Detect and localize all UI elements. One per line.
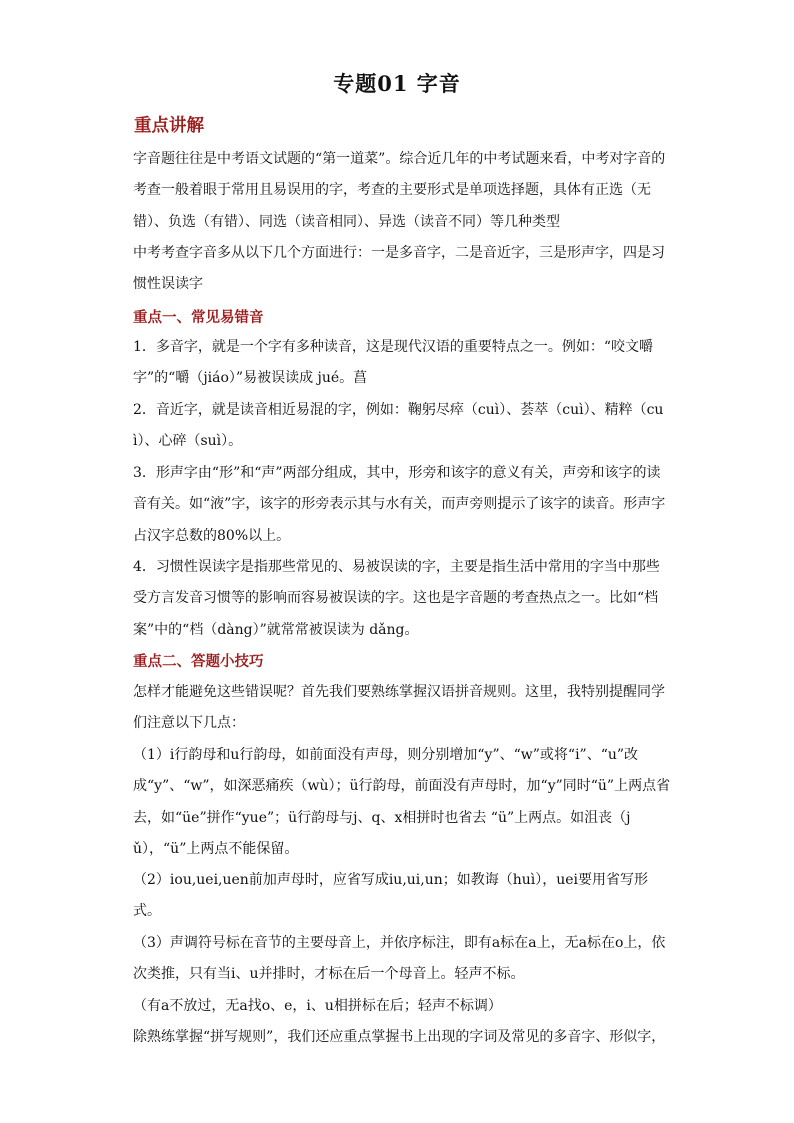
rule-3: （3）声调符号标在音节的主要母音上，并依序标注，即有a标在a上，无a标在o上，依次类推，只有当i、u并排时，才标在后一个母音上。轻声不标。 [133,935,666,983]
point1-item-1: 1．多音字，就是一个字有多种读音，这是现代汉语的重要特点之一。例如：“咬文嚼字”的“嚼（jiáo）”易被误读成 jué。菖 [133,339,654,387]
document-title: 专题01 字音 [333,71,461,96]
rule-3-note: （有a不放过，无a找o、e，i、u相拼标在后；轻声不标调） [133,998,502,1014]
point2-heading: 重点二、答题小技巧 [133,653,264,670]
closing-paragraph: 除熟练掌握“拼写规则”，我们还应重点掌握书上出现的字词及常见的多音字、形似字， [133,1029,666,1045]
point1-heading: 重点一、常见易错音 [133,309,264,326]
point1-item-4: 4．习惯性误读字是指那些常见的、易被误读的字，主要是指生活中常用的字当中那些受方言发音习惯等的影响而容易被误读的字。这也是字音题的考查热点之一。比如“档案”中的“档（dàng）”就常常被误读为 dǎng。 [133,559,660,638]
intro-paragraph-2: 中考考查字音多从以下几个方面进行：一是多音字，二是音近字，三是形声字，四是习惯性误读字 [133,245,665,293]
intro-paragraph: 字音题往往是中考语文试题的“第一道菜”。综合近几年的中考试题来看，中考对字音的考查一般着眼于常用且易误用的字，考查的主要形式是单项选择题，具体有正选（无错）、负选（有错）、同选（读音相同）、异选（读音不同）等几种类型 [133,151,666,230]
point1-item-3: 3．形声字由“形”和“声”两部分组成，其中，形旁和该字的意义有关，声旁和该字的读音有关。如“液”字，该字的形旁表示其与水有关，而声旁则提示了该字的读音。形声字占汉字总数的80%以上。 [133,465,666,544]
point2-intro: 怎样才能避免这些错误呢？首先我们要熟练掌握汉语拼音规则。这里，我特别提醒同学们注意以下几点： [133,684,665,732]
section-heading: 重点讲解 [134,116,204,136]
rule-2: （2）iou,uei,uen前加声母时，应省写成iu,ui,un；如教诲（huì），uei要用省写形式。 [133,872,649,920]
point1-item-2: 2．音近字，就是读音相近易混的字，例如：鞠躬尽瘁（cuì）、荟萃（cuì）、精粹（cuì）、心碎（suì）。 [133,402,664,450]
rule-1: （1）i行韵母和u行韵母，如前面没有声母，则分别增加“y”、“w”或将“i”、“u”改成“y”、“w”，如深恶痛疾（wù）；ü行韵母，前面没有声母时，加“y”同时“ü”上两点省去，如“üe”拼作“yue”；ü行韵母与j、q、x相拼时也省去 “ü”上两点。如沮丧（jǔ），“ü”上两点不能保留。 [133,747,671,858]
